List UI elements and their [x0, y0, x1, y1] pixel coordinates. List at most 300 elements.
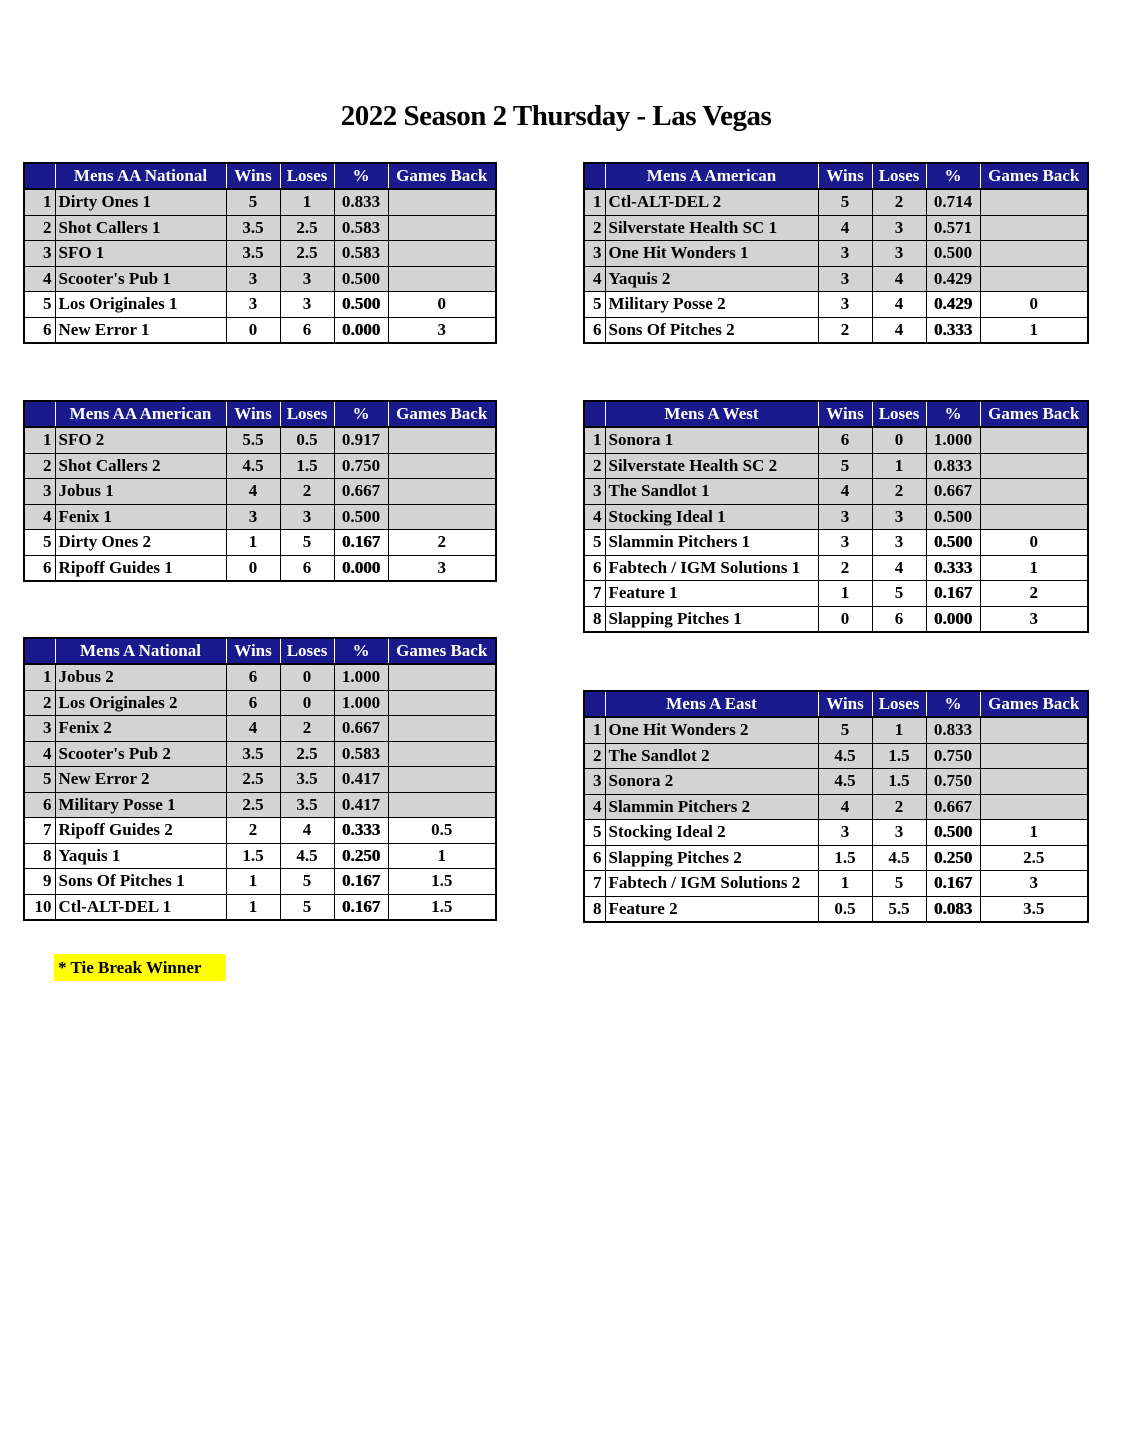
cell-wins: 1 — [226, 530, 280, 556]
cell-games-back: 0 — [980, 292, 1088, 318]
cell-pct: 0.000 — [334, 317, 388, 343]
cell-rank: 3 — [24, 716, 55, 742]
cell-team: Feature 1 — [605, 581, 818, 607]
cell-pct: 0.500 — [926, 820, 980, 846]
cell-loses: 0 — [872, 427, 926, 453]
cell-games-back — [388, 453, 496, 479]
header-pct: % — [334, 401, 388, 427]
cell-pct: 0.714 — [926, 189, 980, 215]
cell-pct: 0.417 — [334, 767, 388, 793]
table-row — [24, 241, 496, 267]
cell-rank: 1 — [584, 189, 605, 215]
cell-team: New Error 1 — [55, 317, 226, 343]
table-row — [24, 690, 496, 716]
cell-rank: 6 — [24, 317, 55, 343]
cell-wins: 3 — [818, 530, 872, 556]
standings-mens-aa-american — [23, 400, 497, 582]
cell-pct: 0.500 — [334, 266, 388, 292]
cell-pct: 0.429 — [926, 266, 980, 292]
table-row — [584, 581, 1088, 607]
header-rank — [584, 163, 605, 189]
cell-games-back — [980, 743, 1088, 769]
cell-pct: 0.583 — [334, 741, 388, 767]
cell-team: Los Originales 1 — [55, 292, 226, 318]
cell-loses: 3 — [872, 241, 926, 267]
cell-games-back: 3 — [980, 606, 1088, 632]
cell-wins: 2.5 — [226, 767, 280, 793]
cell-team: One Hit Wonders 1 — [605, 241, 818, 267]
cell-rank: 1 — [584, 427, 605, 453]
cell-wins: 2 — [818, 317, 872, 343]
header-loses: Loses — [872, 163, 926, 189]
cell-team: Sons Of Pitches 1 — [55, 869, 226, 895]
table-row — [24, 741, 496, 767]
cell-team: Sonora 2 — [605, 769, 818, 795]
cell-pct: 0.667 — [926, 794, 980, 820]
table-row — [584, 504, 1088, 530]
cell-rank: 5 — [24, 292, 55, 318]
cell-loses: 3 — [280, 266, 334, 292]
cell-rank: 4 — [24, 266, 55, 292]
cell-team: Fabtech / IGM Solutions 2 — [605, 871, 818, 897]
table-row — [24, 317, 496, 343]
header-row — [24, 401, 496, 427]
cell-wins: 1.5 — [226, 843, 280, 869]
cell-rank: 8 — [584, 896, 605, 922]
cell-wins: 4.5 — [818, 769, 872, 795]
table-row — [584, 241, 1088, 267]
cell-rank: 3 — [584, 769, 605, 795]
cell-pct: 0.833 — [926, 453, 980, 479]
cell-pct: 0.500 — [926, 241, 980, 267]
cell-loses: 4 — [872, 266, 926, 292]
cell-wins: 4.5 — [226, 453, 280, 479]
cell-rank: 6 — [24, 555, 55, 581]
cell-rank: 1 — [584, 717, 605, 743]
cell-pct: 0.167 — [926, 871, 980, 897]
cell-pct: 0.167 — [334, 894, 388, 920]
cell-rank: 2 — [584, 743, 605, 769]
header-wins: Wins — [818, 691, 872, 717]
cell-games-back: 2 — [388, 530, 496, 556]
cell-team: Stocking Ideal 1 — [605, 504, 818, 530]
cell-loses: 3 — [872, 215, 926, 241]
cell-wins: 2.5 — [226, 792, 280, 818]
cell-games-back — [388, 266, 496, 292]
cell-pct: 0.000 — [926, 606, 980, 632]
cell-games-back: 2.5 — [980, 845, 1088, 871]
cell-pct: 0.333 — [926, 317, 980, 343]
cell-loses: 1 — [872, 717, 926, 743]
cell-wins: 5 — [818, 453, 872, 479]
cell-games-back: 1.5 — [388, 894, 496, 920]
cell-loses: 3 — [872, 504, 926, 530]
cell-loses: 3 — [872, 530, 926, 556]
cell-games-back: 3 — [388, 555, 496, 581]
cell-loses: 1 — [872, 453, 926, 479]
cell-pct: 0.000 — [334, 555, 388, 581]
cell-wins: 6 — [818, 427, 872, 453]
cell-team: Shot Callers 1 — [55, 215, 226, 241]
cell-pct: 0.417 — [334, 792, 388, 818]
cell-wins: 3 — [818, 241, 872, 267]
table-row — [24, 504, 496, 530]
header-rank — [24, 163, 55, 189]
table-row — [24, 716, 496, 742]
cell-rank: 3 — [584, 241, 605, 267]
header-wins: Wins — [818, 163, 872, 189]
cell-wins: 6 — [226, 690, 280, 716]
table-row — [24, 189, 496, 215]
cell-rank: 6 — [584, 317, 605, 343]
cell-loses: 3 — [280, 504, 334, 530]
cell-pct: 0.667 — [926, 479, 980, 505]
cell-loses: 5 — [280, 894, 334, 920]
cell-pct: 0.667 — [334, 716, 388, 742]
division-name: Mens A National — [55, 638, 226, 664]
cell-pct: 0.750 — [926, 769, 980, 795]
cell-wins: 0.5 — [818, 896, 872, 922]
cell-games-back: 2 — [980, 581, 1088, 607]
cell-games-back: 0.5 — [388, 818, 496, 844]
cell-games-back — [388, 690, 496, 716]
cell-pct: 0.583 — [334, 215, 388, 241]
cell-team: Fenix 1 — [55, 504, 226, 530]
cell-loses: 4 — [872, 555, 926, 581]
cell-wins: 2 — [818, 555, 872, 581]
cell-loses: 2 — [872, 794, 926, 820]
cell-wins: 3 — [226, 292, 280, 318]
header-loses: Loses — [872, 401, 926, 427]
table-row — [584, 530, 1088, 556]
cell-team: SFO 2 — [55, 427, 226, 453]
cell-pct: 0.583 — [334, 241, 388, 267]
cell-pct: 0.750 — [926, 743, 980, 769]
cell-team: Fenix 2 — [55, 716, 226, 742]
cell-rank: 2 — [24, 453, 55, 479]
cell-wins: 4 — [226, 479, 280, 505]
cell-loses: 3.5 — [280, 767, 334, 793]
header-row — [24, 163, 496, 189]
header-rank — [584, 691, 605, 717]
cell-wins: 2 — [226, 818, 280, 844]
cell-games-back: 1 — [980, 820, 1088, 846]
table-row — [24, 843, 496, 869]
cell-rank: 5 — [24, 530, 55, 556]
cell-loses: 0 — [280, 664, 334, 690]
cell-rank: 1 — [24, 427, 55, 453]
cell-loses: 2 — [280, 716, 334, 742]
header-wins: Wins — [226, 401, 280, 427]
cell-rank: 7 — [24, 818, 55, 844]
cell-loses: 1 — [280, 189, 334, 215]
cell-games-back: 0 — [980, 530, 1088, 556]
cell-games-back: 1 — [980, 555, 1088, 581]
cell-wins: 1 — [818, 871, 872, 897]
table-row — [584, 820, 1088, 846]
table-row — [584, 189, 1088, 215]
cell-games-back — [388, 479, 496, 505]
table-row — [24, 479, 496, 505]
cell-rank: 5 — [584, 530, 605, 556]
header-loses: Loses — [280, 638, 334, 664]
cell-team: Sonora 1 — [605, 427, 818, 453]
cell-wins: 5 — [226, 189, 280, 215]
table-row — [584, 292, 1088, 318]
header-rank — [24, 401, 55, 427]
table-row — [584, 845, 1088, 871]
cell-team: Dirty Ones 1 — [55, 189, 226, 215]
cell-pct: 0.750 — [334, 453, 388, 479]
table-row — [584, 743, 1088, 769]
cell-loses: 3.5 — [280, 792, 334, 818]
cell-loses: 5 — [280, 530, 334, 556]
cell-loses: 6 — [280, 555, 334, 581]
cell-rank: 2 — [584, 453, 605, 479]
cell-rank: 4 — [584, 504, 605, 530]
cell-loses: 2 — [872, 479, 926, 505]
cell-team: Slapping Pitches 2 — [605, 845, 818, 871]
cell-pct: 0.500 — [334, 292, 388, 318]
table-row — [584, 479, 1088, 505]
cell-rank: 7 — [584, 581, 605, 607]
cell-team: The Sandlot 1 — [605, 479, 818, 505]
cell-games-back: 1 — [980, 317, 1088, 343]
cell-rank: 6 — [584, 845, 605, 871]
cell-wins: 1 — [226, 894, 280, 920]
header-loses: Loses — [280, 401, 334, 427]
header-games-back: Games Back — [388, 638, 496, 664]
cell-loses: 4.5 — [872, 845, 926, 871]
cell-games-back: 3 — [388, 317, 496, 343]
table-row — [24, 215, 496, 241]
table-row — [584, 717, 1088, 743]
table-row — [584, 427, 1088, 453]
cell-team: New Error 2 — [55, 767, 226, 793]
table-row — [584, 606, 1088, 632]
header-row — [24, 638, 496, 664]
cell-wins: 3.5 — [226, 741, 280, 767]
header-row — [584, 163, 1088, 189]
cell-pct: 0.500 — [926, 504, 980, 530]
header-loses: Loses — [872, 691, 926, 717]
cell-rank: 8 — [24, 843, 55, 869]
cell-wins: 0 — [818, 606, 872, 632]
standings-mens-a-american — [583, 162, 1089, 344]
cell-wins: 5 — [818, 189, 872, 215]
table-row — [24, 767, 496, 793]
cell-team: Jobus 1 — [55, 479, 226, 505]
cell-games-back — [980, 266, 1088, 292]
cell-loses: 5 — [872, 581, 926, 607]
cell-team: Silverstate Health SC 2 — [605, 453, 818, 479]
cell-wins: 3 — [818, 292, 872, 318]
cell-loses: 5.5 — [872, 896, 926, 922]
cell-games-back — [980, 241, 1088, 267]
cell-games-back: 3.5 — [980, 896, 1088, 922]
cell-games-back — [388, 741, 496, 767]
cell-wins: 3 — [818, 820, 872, 846]
cell-wins: 4 — [818, 479, 872, 505]
cell-pct: 0.167 — [334, 530, 388, 556]
table-row — [24, 427, 496, 453]
table-row — [584, 317, 1088, 343]
cell-loses: 6 — [872, 606, 926, 632]
cell-pct: 1.000 — [334, 664, 388, 690]
cell-wins: 3.5 — [226, 241, 280, 267]
cell-pct: 0.167 — [926, 581, 980, 607]
cell-team: Fabtech / IGM Solutions 1 — [605, 555, 818, 581]
standings-mens-a-national — [23, 637, 497, 921]
cell-pct: 0.667 — [334, 479, 388, 505]
cell-wins: 4 — [226, 716, 280, 742]
cell-pct: 0.333 — [334, 818, 388, 844]
cell-team: Feature 2 — [605, 896, 818, 922]
cell-games-back — [980, 189, 1088, 215]
cell-pct: 0.250 — [334, 843, 388, 869]
table-row — [584, 794, 1088, 820]
cell-pct: 1.000 — [334, 690, 388, 716]
cell-games-back: 1.5 — [388, 869, 496, 895]
cell-loses: 1.5 — [280, 453, 334, 479]
cell-team: The Sandlot 2 — [605, 743, 818, 769]
cell-loses: 2 — [872, 189, 926, 215]
cell-games-back — [388, 189, 496, 215]
table-row — [584, 266, 1088, 292]
cell-team: Slapping Pitches 1 — [605, 606, 818, 632]
cell-wins: 5.5 — [226, 427, 280, 453]
header-games-back: Games Back — [980, 691, 1088, 717]
cell-games-back — [980, 794, 1088, 820]
cell-rank: 3 — [24, 479, 55, 505]
table-row — [584, 871, 1088, 897]
cell-pct: 0.833 — [926, 717, 980, 743]
cell-rank: 8 — [584, 606, 605, 632]
cell-loses: 0.5 — [280, 427, 334, 453]
standings-mens-a-west — [583, 400, 1089, 633]
cell-team: Ctl-ALT-DEL 1 — [55, 894, 226, 920]
header-games-back: Games Back — [388, 163, 496, 189]
cell-rank: 1 — [24, 189, 55, 215]
cell-team: Slammin Pitchers 1 — [605, 530, 818, 556]
cell-team: Shot Callers 2 — [55, 453, 226, 479]
table-row — [24, 664, 496, 690]
cell-wins: 1.5 — [818, 845, 872, 871]
cell-rank: 5 — [24, 767, 55, 793]
cell-loses: 6 — [280, 317, 334, 343]
cell-loses: 5 — [872, 871, 926, 897]
header-wins: Wins — [226, 638, 280, 664]
cell-loses: 2.5 — [280, 241, 334, 267]
division-name: Mens AA National — [55, 163, 226, 189]
cell-team: SFO 1 — [55, 241, 226, 267]
cell-loses: 0 — [280, 690, 334, 716]
cell-games-back — [388, 716, 496, 742]
cell-loses: 2 — [280, 479, 334, 505]
table-row — [584, 896, 1088, 922]
cell-games-back — [980, 215, 1088, 241]
cell-team: Dirty Ones 2 — [55, 530, 226, 556]
table-row — [24, 453, 496, 479]
cell-games-back — [980, 769, 1088, 795]
cell-wins: 4 — [818, 794, 872, 820]
header-wins: Wins — [226, 163, 280, 189]
cell-games-back — [980, 717, 1088, 743]
table-row — [24, 530, 496, 556]
header-games-back: Games Back — [980, 163, 1088, 189]
header-wins: Wins — [818, 401, 872, 427]
cell-wins: 3 — [226, 504, 280, 530]
cell-team: Slammin Pitchers 2 — [605, 794, 818, 820]
header-rank — [24, 638, 55, 664]
cell-games-back — [388, 504, 496, 530]
table-row — [584, 555, 1088, 581]
cell-pct: 0.500 — [334, 504, 388, 530]
cell-wins: 3.5 — [226, 215, 280, 241]
cell-pct: 1.000 — [926, 427, 980, 453]
cell-wins: 4.5 — [818, 743, 872, 769]
cell-team: Ripoff Guides 2 — [55, 818, 226, 844]
division-name: Mens A American — [605, 163, 818, 189]
cell-games-back — [388, 241, 496, 267]
cell-team: Military Posse 1 — [55, 792, 226, 818]
header-row — [584, 401, 1088, 427]
cell-pct: 0.083 — [926, 896, 980, 922]
cell-rank: 10 — [24, 894, 55, 920]
cell-games-back — [980, 453, 1088, 479]
cell-rank: 1 — [24, 664, 55, 690]
cell-pct: 0.917 — [334, 427, 388, 453]
table-row — [24, 555, 496, 581]
cell-team: Scooter's Pub 2 — [55, 741, 226, 767]
cell-pct: 0.250 — [926, 845, 980, 871]
header-row — [584, 691, 1088, 717]
cell-games-back — [980, 427, 1088, 453]
cell-loses: 4 — [872, 317, 926, 343]
header-loses: Loses — [280, 163, 334, 189]
cell-team: Yaquis 2 — [605, 266, 818, 292]
header-games-back: Games Back — [980, 401, 1088, 427]
cell-team: Military Posse 2 — [605, 292, 818, 318]
header-games-back: Games Back — [388, 401, 496, 427]
table-row — [24, 792, 496, 818]
cell-pct: 0.429 — [926, 292, 980, 318]
cell-games-back — [980, 504, 1088, 530]
cell-rank: 2 — [24, 215, 55, 241]
table-row — [24, 266, 496, 292]
cell-pct: 0.167 — [334, 869, 388, 895]
cell-team: Silverstate Health SC 1 — [605, 215, 818, 241]
table-row — [584, 453, 1088, 479]
cell-rank: 4 — [584, 794, 605, 820]
cell-team: Ctl-ALT-DEL 2 — [605, 189, 818, 215]
table-row — [584, 769, 1088, 795]
cell-rank: 2 — [24, 690, 55, 716]
cell-pct: 0.500 — [926, 530, 980, 556]
cell-wins: 3 — [818, 266, 872, 292]
cell-rank: 7 — [584, 871, 605, 897]
cell-pct: 0.333 — [926, 555, 980, 581]
cell-team: Ripoff Guides 1 — [55, 555, 226, 581]
tie-break-legend: * Tie Break Winner — [54, 954, 226, 981]
division-name: Mens A East — [605, 691, 818, 717]
table-row — [24, 292, 496, 318]
cell-team: Los Originales 2 — [55, 690, 226, 716]
cell-loses: 3 — [872, 820, 926, 846]
cell-wins: 5 — [818, 717, 872, 743]
cell-wins: 0 — [226, 317, 280, 343]
header-pct: % — [926, 691, 980, 717]
